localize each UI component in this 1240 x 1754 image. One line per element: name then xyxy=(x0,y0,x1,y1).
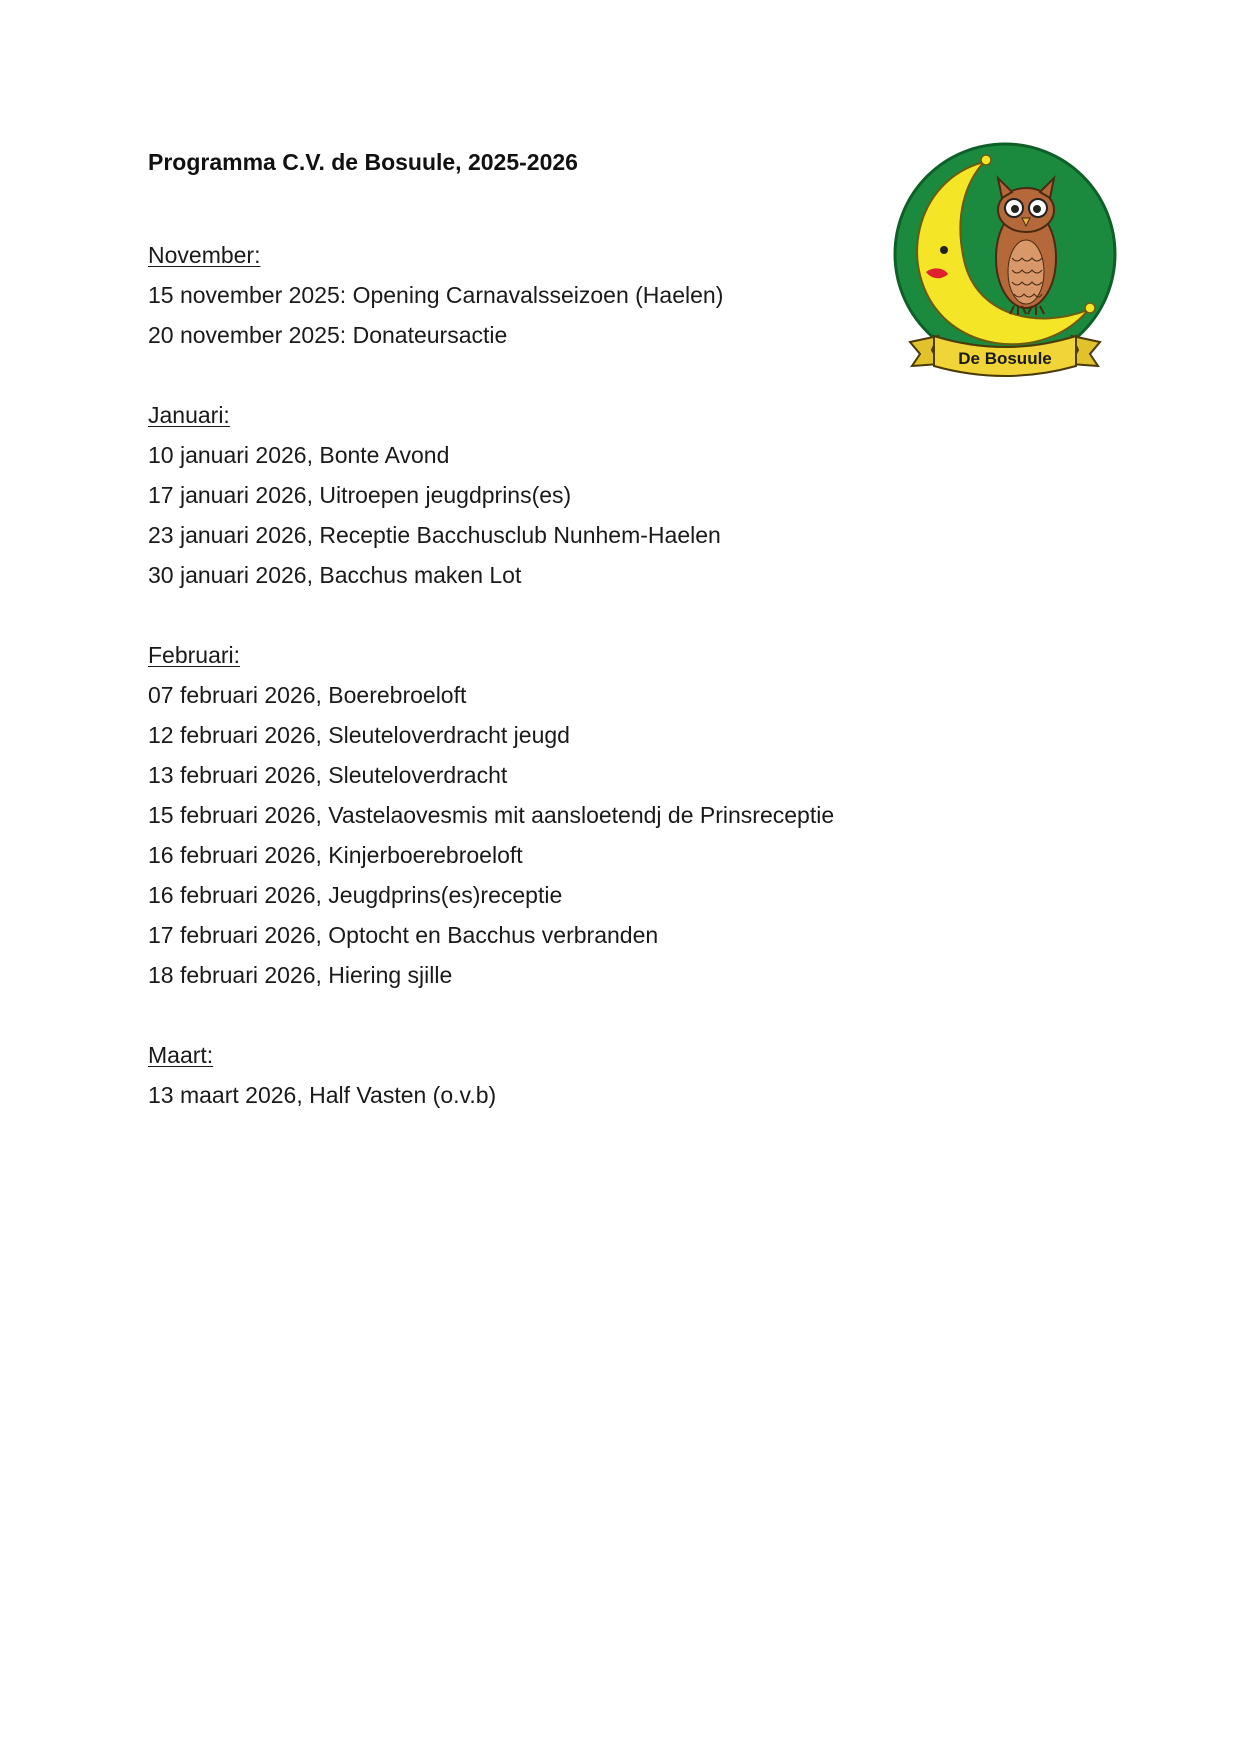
logo-banner-text: De Bosuule xyxy=(958,349,1052,368)
event-item: 23 januari 2026, Receptie Bacchusclub Nunhem-Haelen xyxy=(148,522,721,548)
section-heading: Februari: xyxy=(148,642,241,668)
event-item: 17 februari 2026, Optocht en Bacchus verbranden xyxy=(148,922,659,948)
section-heading: Maart: xyxy=(148,1042,214,1068)
section-heading: November: xyxy=(148,242,261,268)
event-item: 15 februari 2026, Vastelaovesmis mit aansloetendj de Prinsreceptie xyxy=(148,802,835,828)
document-title: Programma C.V. de Bosuule, 2025-2026 xyxy=(148,149,578,175)
section-februari xyxy=(148,640,948,1000)
section-november xyxy=(148,240,948,360)
event-item: 07 februari 2026, Boerebroeloft xyxy=(148,682,467,708)
event-item: 10 januari 2026, Bonte Avond xyxy=(148,442,450,468)
section-heading: Januari: xyxy=(148,402,230,428)
program-content xyxy=(148,240,948,1160)
event-item: 18 februari 2026, Hiering sjille xyxy=(148,962,453,988)
event-item: 15 november 2025: Opening Carnavalsseizoen (Haelen) xyxy=(148,282,724,308)
event-item: 20 november 2025: Donateursactie xyxy=(148,322,508,348)
event-item: 13 maart 2026, Half Vasten (o.v.b) xyxy=(148,1082,497,1108)
event-item: 12 februari 2026, Sleuteloverdracht jeugd xyxy=(148,722,570,748)
event-item: 13 februari 2026, Sleuteloverdracht xyxy=(148,762,508,788)
section-januari xyxy=(148,400,948,600)
section-maart xyxy=(148,1040,948,1120)
event-item: 17 januari 2026, Uitroepen jeugdprins(es) xyxy=(148,482,572,508)
event-item: 16 februari 2026, Jeugdprins(es)receptie xyxy=(148,882,563,908)
event-item: 30 januari 2026, Bacchus maken Lot xyxy=(148,562,522,588)
event-item: 16 februari 2026, Kinjerboerebroeloft xyxy=(148,842,523,868)
